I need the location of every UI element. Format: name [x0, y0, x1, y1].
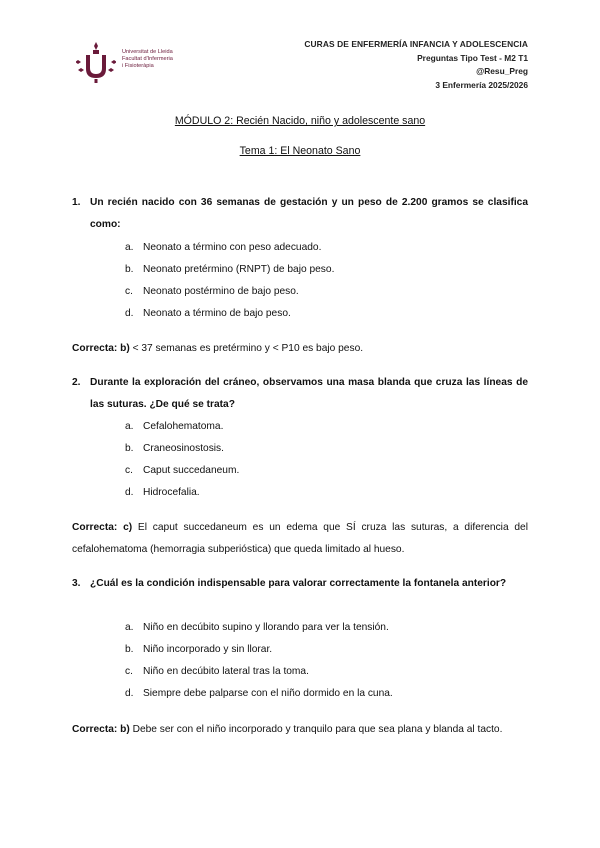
option-text: Craneosinostosis. [143, 443, 224, 454]
option-letter: b. [125, 264, 134, 275]
answer-label: Correcta: b) [72, 343, 130, 354]
question-number: 2. [72, 377, 81, 388]
option-letter: a. [125, 242, 134, 253]
option-text: Neonato postérmino de bajo peso. [143, 286, 299, 297]
course-year: 3 Enfermería 2025/2026 [435, 79, 528, 90]
answer-2 [72, 517, 528, 561]
answer-text: Debe ser con el niño incorporado y tranquilo para que sea plana y blanda al tacto. [129, 724, 503, 735]
answer-text: < 37 semanas es pretérmino y < P10 es bajo peso. [129, 343, 364, 354]
option-letter: c. [125, 465, 133, 476]
logo-text [122, 49, 173, 70]
author-handle: @Resu_Preg [476, 66, 528, 76]
option-letter: d. [125, 487, 134, 498]
university-logo [76, 40, 186, 84]
option-text: Caput succedaneum. [143, 465, 240, 476]
option-letter: d. [125, 688, 134, 699]
logo-line: Universitat de Lleida [122, 49, 173, 55]
question-1 [72, 192, 528, 236]
answer-label: Correcta: c) [72, 522, 133, 533]
option-text: Hidrocefalia. [143, 487, 200, 498]
option-text: Neonato pretérmino (RNPT) de bajo peso. [143, 264, 335, 275]
answer-label: Correcta: b) [72, 724, 130, 735]
topic-title: Tema 1: El Neonato Sano [239, 145, 361, 157]
answer-text: El caput succedaneum es un edema que SÍ cruza las suturas, a diferencia del cefalohematoma (hemorragia subperióstica) que queda limitado al hueso. [72, 522, 528, 555]
option-letter: b. [125, 443, 134, 454]
answer-3 [72, 719, 528, 741]
question-text: Durante la exploración del cráneo, observamos una masa blanda que cruza las líneas de las suturas. ¿De qué se trata? [90, 377, 528, 410]
option-text: Niño en decúbito supino y llorando para ver la tensión. [143, 622, 389, 633]
question-text: ¿Cuál es la condición indispensable para valorar correctamente la fontanela anterior? [90, 578, 507, 589]
option-letter: a. [125, 622, 134, 633]
option-text: Niño en decúbito lateral tras la toma. [143, 666, 309, 677]
option-letter: d. [125, 308, 134, 319]
test-subtitle: Preguntas Tipo Test - M2 T1 [417, 52, 528, 63]
answer-1 [72, 338, 528, 360]
logo-line: i Fisioteràpia [122, 63, 154, 69]
module-title: MÓDULO 2: Recién Nacido, niño y adolescente sano [174, 115, 426, 127]
option-text: Neonato a término con peso adecuado. [143, 242, 322, 253]
course-title: CURAS DE ENFERMERÍA INFANCIA Y ADOLESCENCIA [304, 39, 528, 49]
question-3 [72, 573, 528, 595]
question-2 [72, 372, 528, 416]
document-header [304, 38, 528, 92]
option-text: Niño incorporado y sin llorar. [143, 644, 273, 655]
option-text: Siempre debe palparse con el niño dormido en la cuna. [143, 688, 393, 699]
option-letter: c. [125, 666, 133, 677]
question-number: 3. [72, 578, 81, 589]
option-letter: c. [125, 286, 133, 297]
option-letter: b. [125, 644, 134, 655]
university-emblem-icon [76, 40, 116, 84]
question-number: 1. [72, 197, 81, 208]
option-letter: a. [125, 421, 134, 432]
option-text: Neonato a término de bajo peso. [143, 308, 291, 319]
logo-line: Facultat d'Infermeria [122, 56, 173, 62]
question-text: Un recién nacido con 36 semanas de gestación y un peso de 2.200 gramos se clasifica como: [90, 197, 528, 230]
option-text: Cefalohematoma. [143, 421, 224, 432]
